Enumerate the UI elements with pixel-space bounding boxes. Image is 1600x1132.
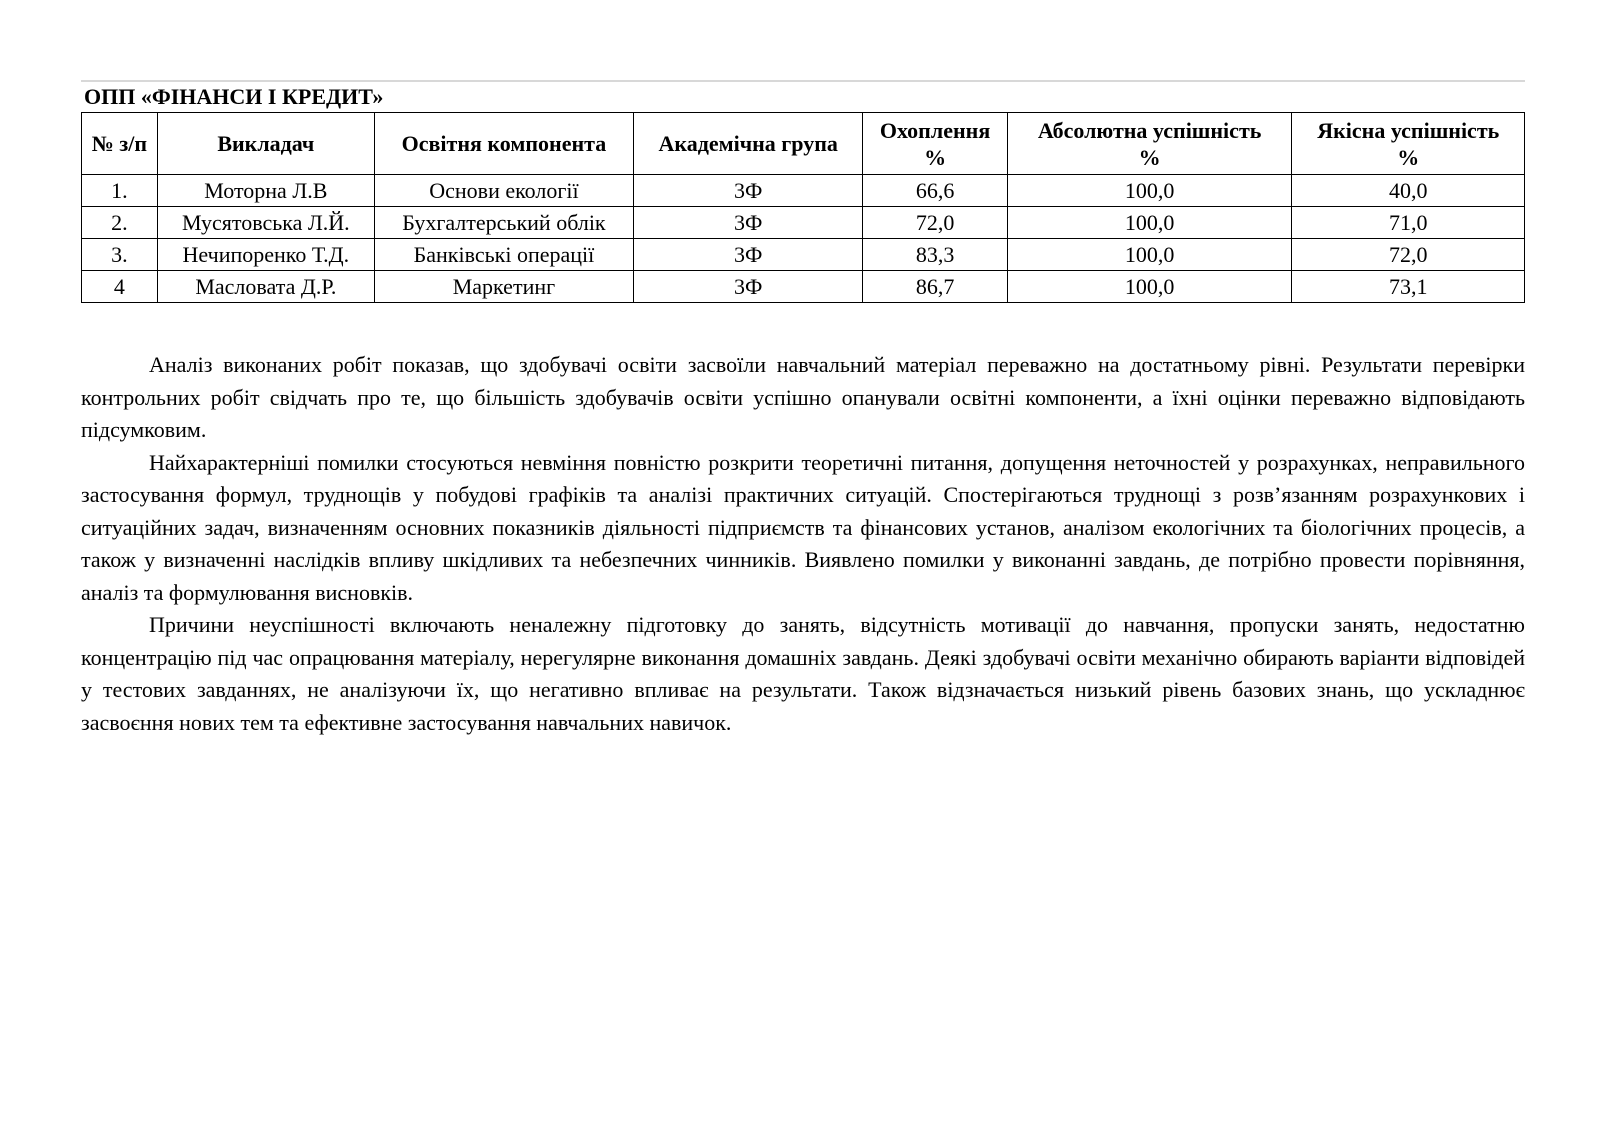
- cell-quality: 40,0: [1292, 175, 1525, 207]
- cell-num: 1.: [82, 175, 158, 207]
- cell-group: 3Ф: [633, 239, 862, 271]
- header-quality: [1292, 113, 1525, 175]
- program-title: ОПП «ФІНАНСИ І КРЕДИТ»: [84, 84, 384, 109]
- table-header-row: [82, 113, 1525, 175]
- cell-group: 3Ф: [633, 271, 862, 303]
- cell-absolute: 100,0: [1007, 175, 1292, 207]
- cell-coverage: 83,3: [863, 239, 1007, 271]
- cell-coverage: 66,6: [863, 175, 1007, 207]
- cell-coverage: 72,0: [863, 207, 1007, 239]
- header-quality-unit: %: [1397, 144, 1420, 170]
- cell-teacher: Нечипоренко Т.Д.: [157, 239, 374, 271]
- header-coverage: [863, 113, 1007, 175]
- cell-teacher: Мусятовська Л.Й.: [157, 207, 374, 239]
- header-absolute: [1007, 113, 1292, 175]
- cell-num: 2.: [82, 207, 158, 239]
- cell-quality: 71,0: [1292, 207, 1525, 239]
- header-num: № з/п: [82, 113, 158, 175]
- cell-quality: 73,1: [1292, 271, 1525, 303]
- paragraph-errors: Найхарактерніші помилки стосуються невміння повністю розкрити теоретичні питання, допущення неточностей у розрахунках, неправильного застосування формул, труднощів у побудові графіків та аналізі практичних ситуацій. Спостерігаються труднощі з розв’язанням розрахункових і ситуаційних задач, визначенням основних показників діяльності підприємств та фінансових установ, аналізом екологічних та біологічних процесів, а також у визначенні наслідків впливу шкідливих та небезпечних чинників. Виявлено помилки у виконанні завдань, де потрібно провести порівняння, аналіз та формулювання висновків.: [81, 449, 1525, 605]
- header-absolute-label: Абсолютна успішність: [1037, 117, 1262, 143]
- header-teacher: Викладач: [157, 113, 374, 175]
- analysis-text: [81, 349, 1525, 739]
- cell-group: 3Ф: [633, 207, 862, 239]
- cell-component: Банківські операції: [374, 239, 633, 271]
- table-row: [82, 239, 1525, 271]
- header-group: Академічна група: [633, 113, 862, 175]
- header-quality-label: Якісна успішність: [1317, 117, 1500, 143]
- results-table: [81, 112, 1525, 303]
- table-row: [82, 207, 1525, 239]
- table-row: [82, 271, 1525, 303]
- cell-teacher: Масловата Д.Р.: [157, 271, 374, 303]
- cell-component: Основи екології: [374, 175, 633, 207]
- cell-teacher: Моторна Л.В: [157, 175, 374, 207]
- header-component: Освітня компонента: [374, 113, 633, 175]
- cell-num: 4: [82, 271, 158, 303]
- table-row: [82, 175, 1525, 207]
- results-table-section: [81, 80, 1525, 303]
- paragraph-causes: Причини неуспішності включають неналежну підготовку до занять, відсутність мотивації до навчання, пропуски занять, недостатню концентрацію під час опрацювання матеріалу, нерегулярне виконання домашніх завдань. Деякі здобувачі освіти механічно обирають варіанти відповідей у тестових завданнях, не аналізуючи їх, що негативно впливає на результати. Також відзначається низький рівень базових знань, що ускладнює засвоєння нових тем та ефективне застосування навчальних навичок.: [81, 612, 1525, 735]
- cell-group: 3Ф: [633, 175, 862, 207]
- paragraph-analysis: Аналіз виконаних робіт показав, що здобувачі освіти засвоїли навчальний матеріал переважно на достатньому рівні. Результати перевірки контрольних робіт свідчать про те, що більшість здобувачів освіти успішно опанували освітні компоненти, а їхні оцінки переважно відповідають підсумковим.: [81, 352, 1525, 442]
- cell-quality: 72,0: [1292, 239, 1525, 271]
- cell-coverage: 86,7: [863, 271, 1007, 303]
- header-coverage-unit: %: [924, 144, 947, 170]
- cell-component: Маркетинг: [374, 271, 633, 303]
- header-coverage-label: Охоплення: [879, 117, 991, 143]
- cell-component: Бухгалтерський облік: [374, 207, 633, 239]
- cell-absolute: 100,0: [1007, 239, 1292, 271]
- cell-absolute: 100,0: [1007, 207, 1292, 239]
- cell-num: 3.: [82, 239, 158, 271]
- header-absolute-unit: %: [1138, 144, 1161, 170]
- cell-absolute: 100,0: [1007, 271, 1292, 303]
